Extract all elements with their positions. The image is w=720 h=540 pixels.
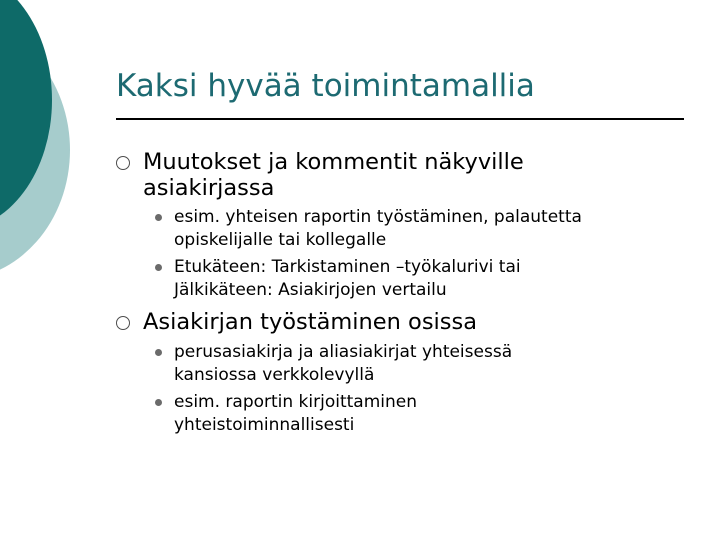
title-underline [116, 118, 684, 120]
hollow-circle-bullet-icon [116, 156, 130, 170]
bullet-text [143, 149, 524, 201]
sub-bullet-line: Etukäteen: Tarkistaminen –työkalurivi tai [174, 257, 521, 277]
slide-title: Kaksi hyvää toimintamallia [116, 68, 535, 104]
sub-bullet-line: esim. raportin kirjoittaminen [174, 392, 418, 412]
bullet-text-line: asiakirjassa [143, 175, 275, 201]
dot-bullet-icon [155, 214, 162, 221]
sub-bullet-line: yhteistoiminnallisesti [174, 415, 355, 435]
bullet-text [143, 309, 477, 335]
sub-bullet-line: kansiossa verkkolevyllä [174, 365, 375, 385]
sub-bullet-line: Jälkikäteen: Asiakirjojen vertailu [174, 280, 447, 300]
sub-bullet-line: opiskelijalle tai kollegalle [174, 230, 387, 250]
dot-bullet-icon [155, 264, 162, 271]
bullet-text-line: Asiakirjan työstäminen osissa [143, 309, 478, 335]
sub-bullet-line: perusasiakirja ja aliasiakirjat yhteisessä [174, 342, 513, 362]
bullet-text-line: Muutokset ja kommentit näkyville [143, 149, 524, 175]
sub-bullet-line: esim. yhteisen raportin työstäminen, palautetta [174, 207, 582, 227]
sub-bullet-text [174, 256, 521, 302]
sub-bullet-text [174, 206, 582, 252]
sub-bullet-text [174, 391, 417, 437]
sub-bullet-text [174, 341, 512, 387]
dot-bullet-icon [155, 349, 162, 356]
dot-bullet-icon [155, 399, 162, 406]
hollow-circle-bullet-icon [116, 316, 130, 330]
decorative-circles [0, 0, 120, 300]
